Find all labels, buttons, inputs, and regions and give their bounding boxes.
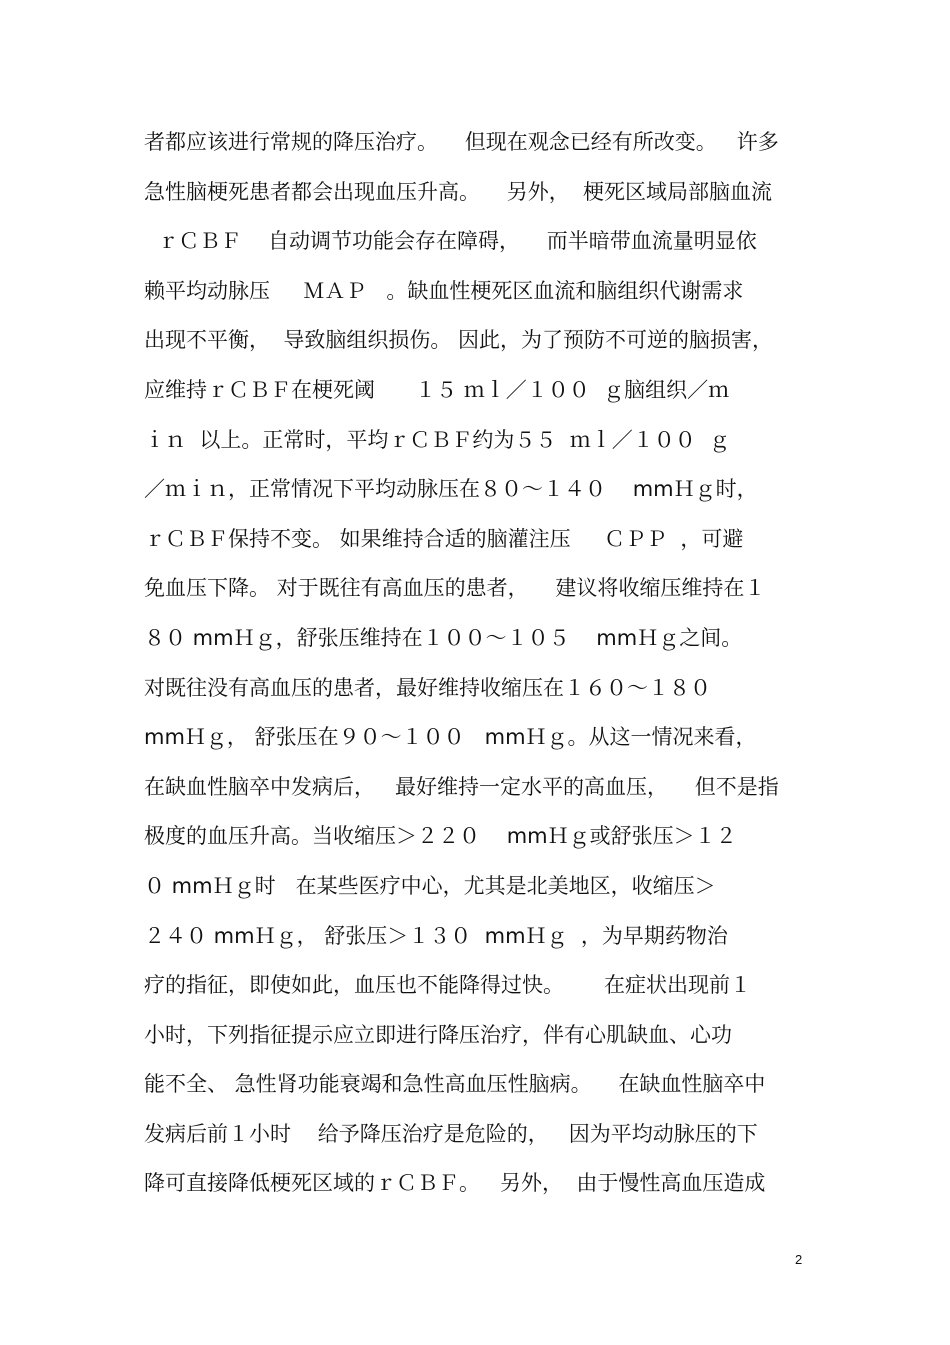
- text-line-14: 在缺血性脑卒中发病后， 最好维持一定水平的高血压， 但不是指: [144, 774, 779, 799]
- text-line-10: 免血压下降。 对于既往有高血压的患者， 建议将收缩压维持在１: [144, 576, 766, 601]
- text-line-21: 发病后前１小时 给予降压治疗是危险的， 因为平均动脉压的下: [144, 1121, 758, 1146]
- text-line-13: mmＨｇ， 舒张压在９０～１００ mmＨｇ。从这一情况来看，: [144, 725, 757, 750]
- text-line-19: 小时，下列指征提示应立即进行降压治疗，伴有心肌缺血、心功: [144, 1022, 732, 1047]
- text-line-2: 急性脑梗死患者都会出现血压升高。 另外， 梗死区域局部脑血流: [144, 179, 773, 204]
- text-line-22: 降可直接降低梗死区域的ｒＣＢＦ。 另外， 由于慢性高血压造成: [144, 1171, 766, 1196]
- page-number: 2: [795, 1252, 803, 1267]
- text-line-8: ／ｍｉｎ，正常情况下平均动脉压在８０～１４０ mmＨｇ时，: [144, 477, 758, 502]
- text-line-9: ｒＣＢＦ保持不变。 如果维持合适的脑灌注压 ＣＰＰ ，可避: [144, 526, 744, 551]
- text-line-6: 应维持ｒＣＢＦ在梗死阈 １５ ｍｌ／１００ ｇ脑组织／ｍ: [144, 377, 730, 402]
- text-line-3: ｒＣＢＦ 自动调节功能会存在障碍， 而半暗带血流量明显依: [144, 229, 757, 254]
- text-line-15: 极度的血压升高。当收缩压＞２２０ mmＨｇ或舒张压＞１２: [144, 824, 737, 849]
- text-line-1: 者都应该进行常规的降压治疗。 但现在观念已经有所改变。 许多: [144, 130, 779, 154]
- text-line-11: ８０ mmＨｇ，舒张压维持在１００～１０５ mmＨｇ之间。: [144, 625, 743, 650]
- text-line-16: ０ mmＨｇ时 在某些医疗中心，尤其是北美地区，收缩压＞: [144, 873, 716, 898]
- text-line-17: ２４０ mmＨｇ， 舒张压＞１３０ mmＨｇ ，为早期药物治: [144, 923, 728, 948]
- text-line-7: ｉｎ 以上。正常时，平均ｒＣＢＦ约为５５ ｍｌ／１００ ｇ: [144, 427, 731, 452]
- text-line-5: 出现不平衡， 导致脑组织损伤。 因此，为了预防不可逆的脑损害，: [144, 328, 774, 353]
- text-line-4: 赖平均动脉压 ＭＡＰ 。缺血性梗死区血流和脑组织代谢需求: [144, 278, 744, 303]
- text-line-18: 疗的指征，即使如此，血压也不能降得过快。 在症状出现前１: [144, 973, 752, 998]
- text-line-12: 对既往没有高血压的患者，最好维持收缩压在１６０～１８０: [144, 675, 711, 700]
- body-text: [144, 118, 814, 1209]
- text-line-20: 能不全、 急性肾功能衰竭和急性高血压性脑病。 在缺血性脑卒中: [144, 1072, 766, 1097]
